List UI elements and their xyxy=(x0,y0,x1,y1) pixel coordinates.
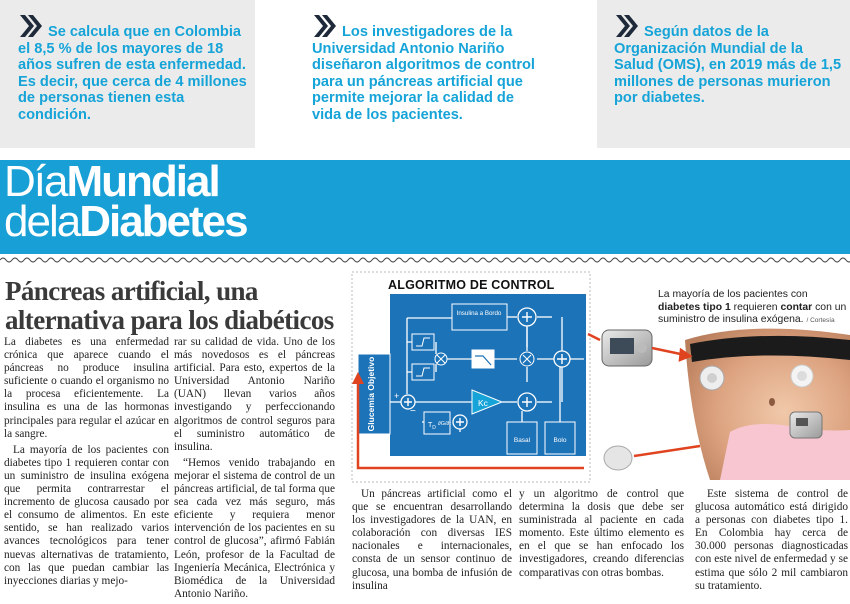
paragraph: rar su calidad de vida. Uno de los más novedosos es el páncreas artificial. Para esto, expertos de la Universidad Antonio Nariño (UAN) llevan varios años investigando y perfeccionando algoritmos de control seguros para el suministro automático de insulina. xyxy=(174,336,335,453)
paragraph: Este sistema de control de glucosa automático está dirigido a personas con diabetes tipo 1. En Colombia hay cerca de 30.000 personas diagnosticadas con este nivel de enfermedad y se estima que sólo 2 mil cambiaron su tratamiento. xyxy=(695,488,848,592)
fact-text: Se calcula que en Colombia el 8,5 % de los mayores de 18 años sufren de esta enfermedad. Es decir, que cerca de 4 millones de personas tienen esta condición. xyxy=(18,24,247,123)
paragraph: y un algoritmo de control que determina la dosis que debe ser suministrada al paciente en cada momento. Este último elemento es en el que se han enfocado los investigadores, creando diferencias comparativas con otras bombas. xyxy=(519,488,684,579)
banner-word: de xyxy=(4,197,49,246)
article-column-1 xyxy=(4,336,169,591)
article-column-2 xyxy=(174,336,335,604)
paragraph: La mayoría de los pacientes con diabetes tipo 1 requieren contar con un suministro de insulina exógena que permita contrarrestar el incremento de glucosa causado por el consumo de alimentos. En este sentido, se han realizado varios avances tecnológicos para tener nuevas alternativas de tratamiento, con las que puedan cambiar las inyecciones diarias y mejo- xyxy=(4,443,169,587)
fact-text: Los investigadores de la Universidad Antonio Nariño diseñaron algoritmos de control para un páncreas artificial que permite mejorar la calidad de vida de los pacientes. xyxy=(312,24,535,123)
banner-word: Diabetes xyxy=(79,197,247,246)
basal-label: Basal xyxy=(513,437,531,444)
navel xyxy=(769,398,775,406)
fact-box-colombia xyxy=(0,0,255,148)
insulin-board-block xyxy=(452,304,507,330)
article-column-3 xyxy=(352,488,512,596)
gain-label: Kc xyxy=(478,398,488,408)
minus-sign: − xyxy=(410,406,416,417)
fact-text: Según datos de la Organización Mundial de la Salud (OMS), en 2019 más de 1,5 millones de personas murieron por diabetes. xyxy=(614,24,842,107)
article-column-4 xyxy=(519,488,684,583)
insulin-board-label: Insulina a Bordo xyxy=(456,310,502,317)
article-column-5 xyxy=(695,488,848,596)
wavy-divider xyxy=(0,256,850,264)
fact-box-uan xyxy=(299,0,549,148)
photo-credit: / Cortesía xyxy=(806,317,835,325)
fact-box-oms xyxy=(597,0,850,148)
paragraph: La diabetes es una enfermedad crónica que aparece cuando el páncreas no produce insulina suficiente o cuando el organismo no la procesa eficientemente. La insulina es una de las hormonas principales para regular el azúcar en la sangre. xyxy=(4,336,169,440)
banner-word: Día xyxy=(4,157,67,206)
banner-title xyxy=(4,157,247,246)
paragraph: Un páncreas artificial como el que se encuentran desarrollando los investigadores de la UAN, en colaboración con diversas IES nacionales e internacionales, consta de un sensor continuo de glucosa, una bomba de infusión de insulina xyxy=(352,488,512,592)
pod-device xyxy=(604,446,632,470)
bolo-label: Bolo xyxy=(553,437,567,444)
control-algorithm-diagram xyxy=(352,272,590,482)
pink-garment xyxy=(720,424,850,480)
photo-caption: La mayoría de los pacientes con diabetes tipo 1 requieren contar con un suministro de insulina exógena. / Cortesía xyxy=(658,289,847,326)
td-label: $T_D$ xyxy=(428,422,436,431)
article-headline: Páncreas artificial, una alternativa para los diabéticos xyxy=(5,276,334,335)
filter-block xyxy=(472,350,494,368)
setpoint-label: Glucemia Objetivo xyxy=(366,356,376,432)
banner-word: la xyxy=(48,197,80,246)
plus-sign: + xyxy=(394,391,400,401)
paragraph: “Hemos venido trabajando en mejorar el sistema de control de un páncreas artificial, de tal forma que sea cada vez más seguro, más eficiente y requiera menor intervención de los pacientes en su control de glucosa”, afirmó Fabián León, profesor de la Facultad de Ingeniería Mecánica, Electrónica y Biomédica de la Universidad Antonio Nariño. xyxy=(174,456,335,600)
diagram-title: ALGORITMO DE CONTROL xyxy=(388,278,555,292)
banner-word: Mundial xyxy=(66,157,219,206)
derivative-label: ∂G/∂t xyxy=(438,421,451,427)
